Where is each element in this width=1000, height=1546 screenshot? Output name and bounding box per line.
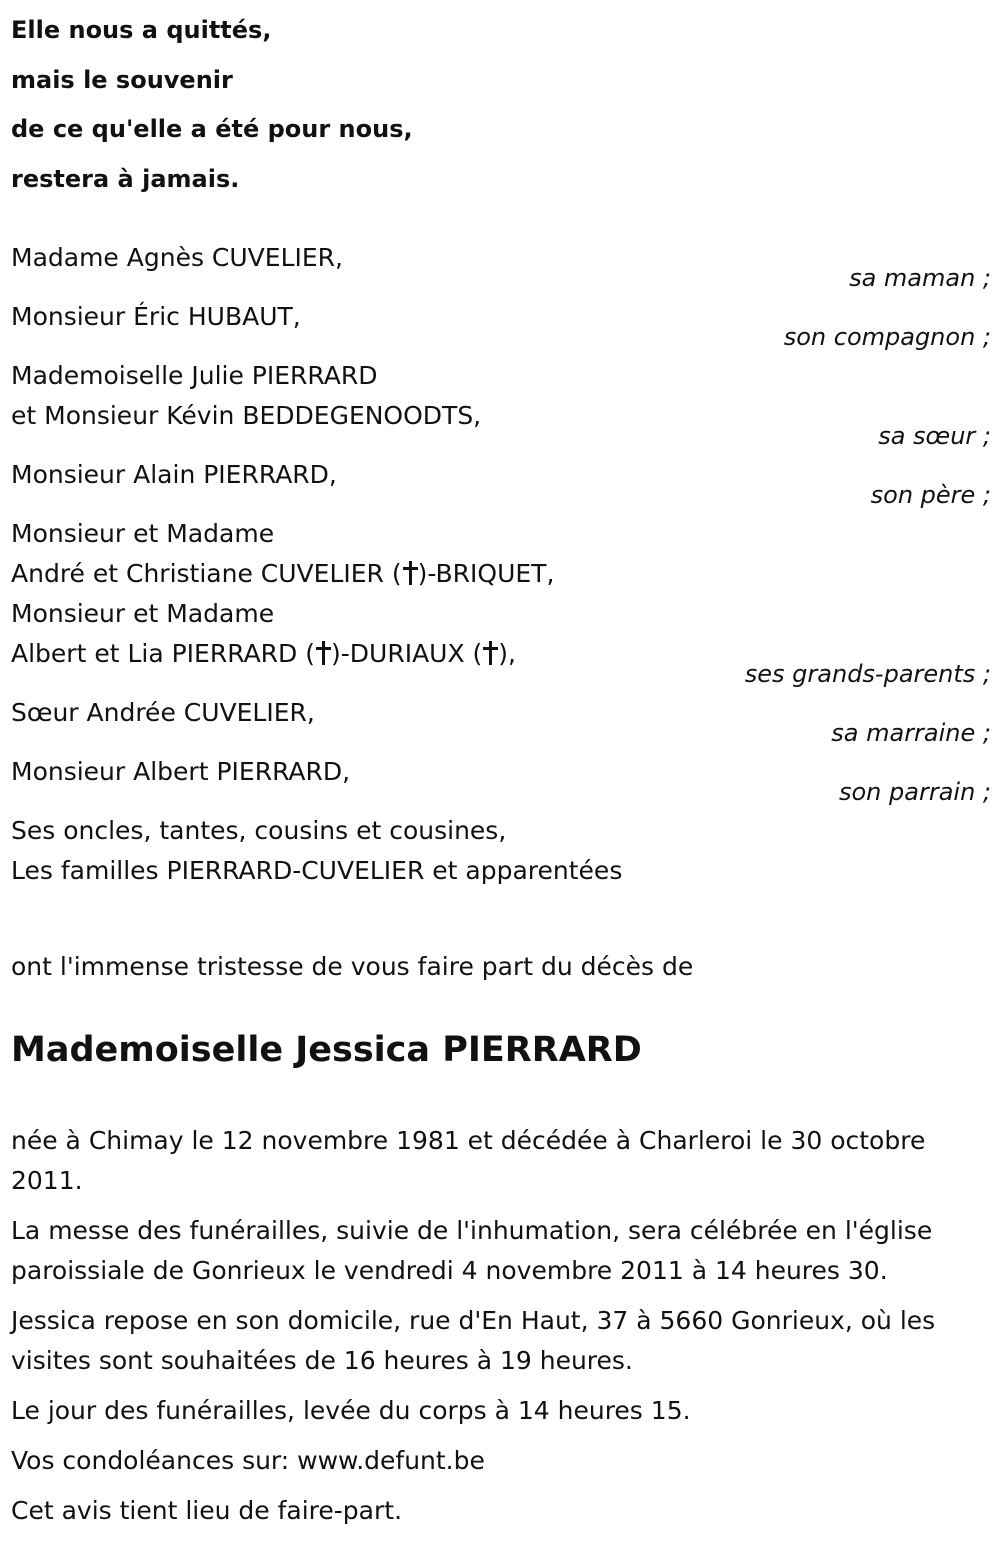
family-name: Sœur Andrée CUVELIER,: [11, 698, 315, 727]
birth-death-info: née à Chimay le 12 novembre 1981 et décédée à Charleroi le 30 octobre 2011.: [11, 1126, 926, 1195]
family-group-father: [11, 455, 991, 509]
family-name: Monsieur Éric HUBAUT,: [11, 302, 301, 331]
poem: [11, 6, 991, 204]
family-name: Monsieur Alain PIERRARD,: [11, 460, 337, 489]
name-part: )-DURIAUX (: [331, 639, 483, 668]
family-group-grandparents: [11, 514, 991, 688]
family-name: Monsieur Albert PIERRARD,: [11, 757, 351, 786]
obituary-notice: [11, 0, 991, 1541]
family-name: Madame Agnès CUVELIER,: [11, 243, 343, 272]
family-group-mother: [11, 238, 991, 292]
family-group-partner: [11, 297, 991, 351]
family-name: Monsieur et Madame: [11, 599, 275, 628]
family-name: Monsieur et Madame: [11, 519, 275, 548]
deceased-name: Mademoiselle Jessica PIERRARD: [11, 1030, 642, 1070]
extended-line: Ses oncles, tantes, cousins et cousines,: [11, 816, 507, 845]
cross-icon: [316, 641, 330, 665]
poem-line: mais le souvenir: [11, 65, 233, 94]
family-relation: son parrain ;: [838, 778, 991, 806]
family-group-godfather: [11, 752, 991, 806]
family-relation: ses grands-parents ;: [744, 660, 991, 688]
family-name: Mademoiselle Julie PIERRARD: [11, 361, 378, 390]
name-part: )-BRIQUET,: [417, 559, 555, 588]
name-part: Albert et Lia PIERRARD (: [11, 639, 315, 668]
name-part: ),: [498, 639, 516, 668]
procession-info: Le jour des funérailles, levée du corps à 14 heures 15.: [11, 1396, 691, 1425]
family-relation: son père ;: [870, 481, 991, 509]
family-group-godmother: [11, 693, 991, 747]
family-name-with-cross: [11, 554, 991, 594]
family-list: [11, 238, 991, 806]
visitation-info: Jessica repose en son domicile, rue d'En Haut, 37 à 5660 Gonrieux, où les visites sont souhaitées de 16 heures à 19 heures.: [11, 1306, 936, 1375]
poem-line: restera à jamais.: [11, 164, 240, 193]
family-relation: sa marraine ;: [831, 719, 991, 747]
announcement-text: ont l'immense tristesse de vous faire part du décès de: [11, 952, 694, 981]
name-part: André et Christiane CUVELIER (: [11, 559, 402, 588]
notice-footer: Cet avis tient lieu de faire-part.: [11, 1496, 403, 1525]
family-relation: sa sœur ;: [878, 422, 991, 450]
extended-family: [11, 811, 991, 891]
funeral-details: [11, 1121, 991, 1531]
family-relation: sa maman ;: [849, 264, 991, 292]
extended-line: Les familles PIERRARD-CUVELIER et apparentées: [11, 856, 623, 885]
cross-icon: [483, 641, 497, 665]
poem-line: de ce qu'elle a été pour nous,: [11, 115, 413, 143]
family-group-sister: [11, 356, 991, 450]
family-name: et Monsieur Kévin BEDDEGENOODTS,: [11, 401, 482, 430]
cross-icon: [403, 561, 417, 585]
family-relation: son compagnon ;: [783, 323, 991, 351]
condolences-info: Vos condoléances sur: www.defunt.be: [11, 1446, 485, 1475]
funeral-mass-info: La messe des funérailles, suivie de l'inhumation, sera célébrée en l'église paroissiale de Gonrieux le vendredi 4 novembre 2011 à 14 heures 30.: [11, 1216, 933, 1285]
poem-line: Elle nous a quittés,: [11, 16, 272, 44]
